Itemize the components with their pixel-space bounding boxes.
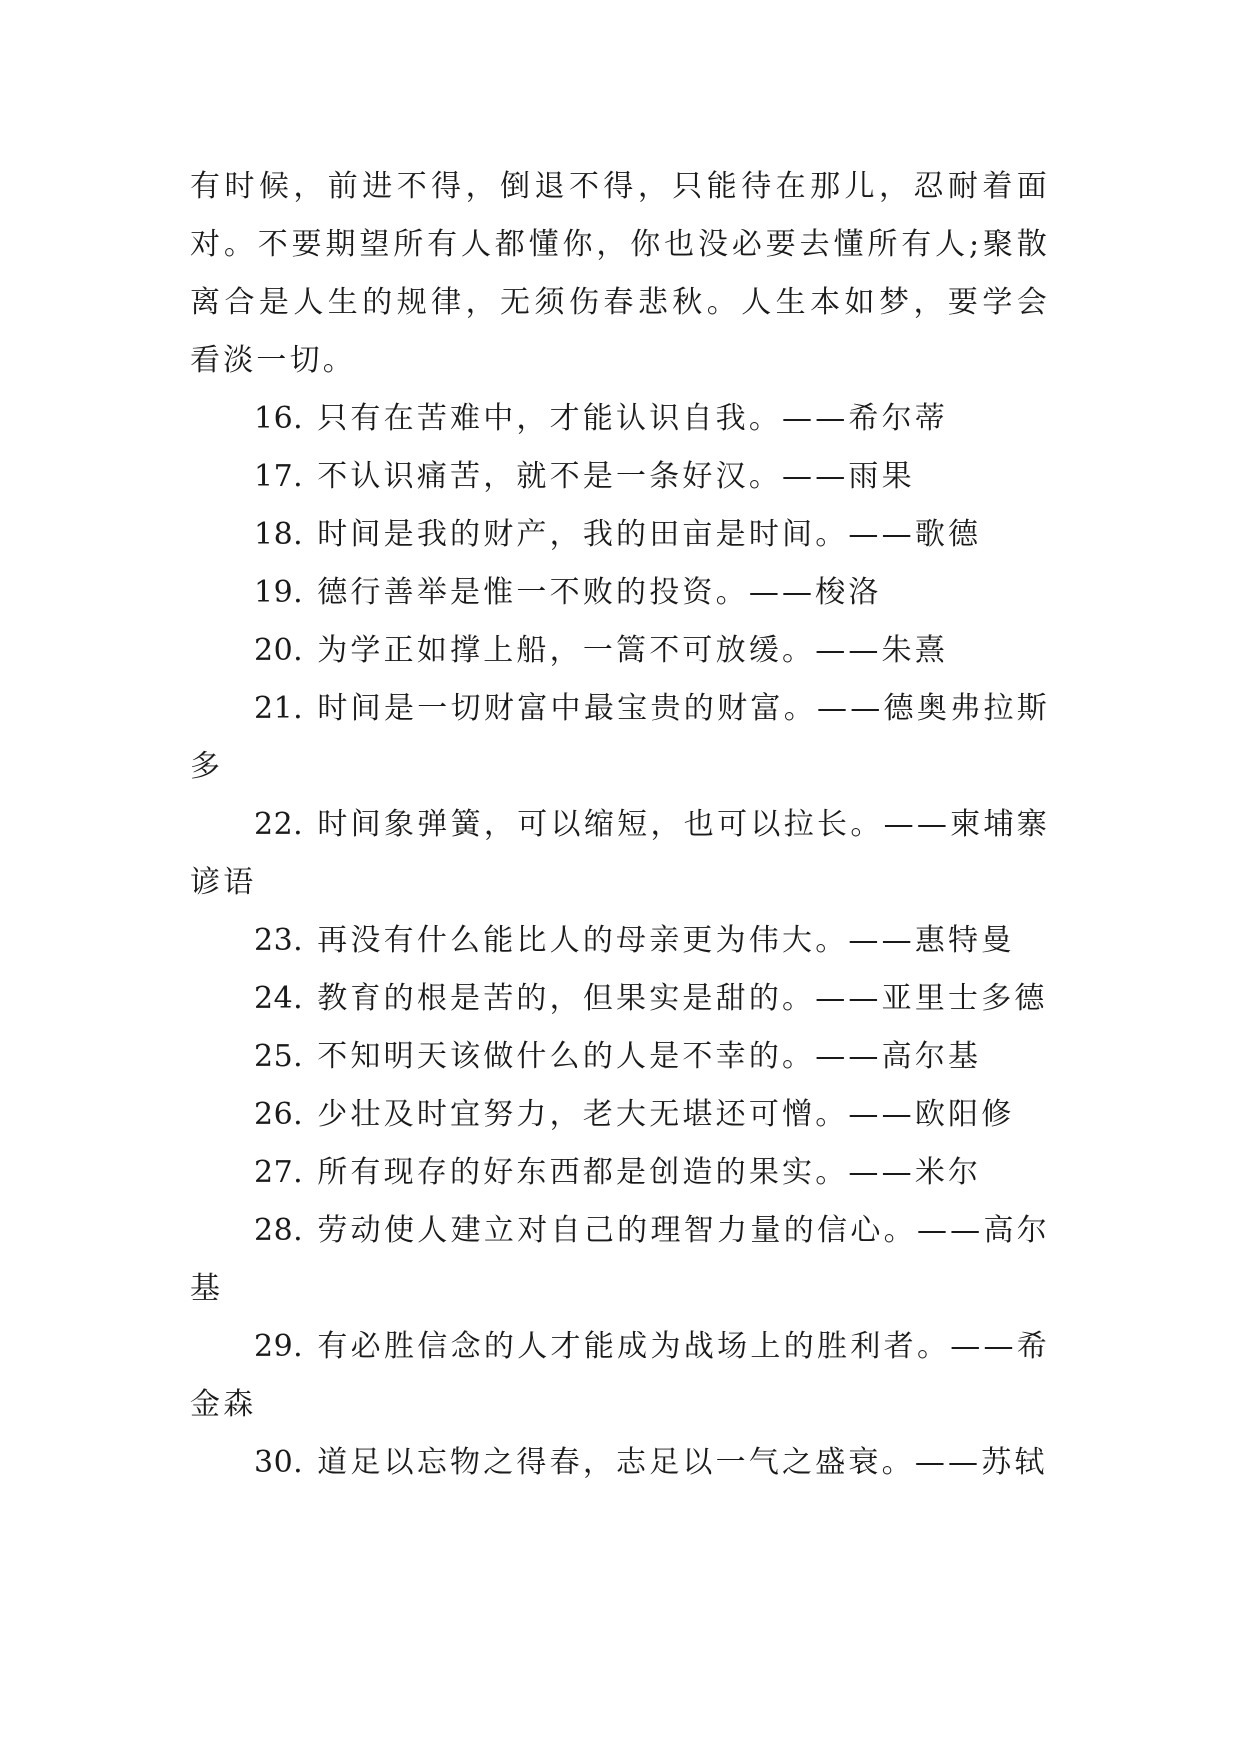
quote-item: [190, 506, 1050, 564]
quote-item: [190, 390, 1050, 448]
quote-text: 只有在苦难中，才能认识自我。——希尔蒂: [317, 401, 949, 436]
quote-number: 29.: [254, 1329, 304, 1364]
quote-text: 时间象弹簧，可以缩短，也可以拉长。——柬埔寨谚语: [190, 807, 1050, 900]
quote-number: 22.: [254, 807, 304, 842]
quote-number: 30.: [254, 1445, 304, 1480]
document-body: [190, 158, 1050, 1492]
quote-text: 教育的根是苦的，但果实是甜的。——亚里士多德: [317, 981, 1048, 1016]
quote-number: 23.: [254, 923, 304, 958]
quote-number: 16.: [254, 401, 304, 436]
quote-item: [190, 1202, 1050, 1318]
quote-text: 少壮及时宜努力，老大无堪还可憎。——欧阳修: [317, 1097, 1015, 1132]
quote-item: [190, 970, 1050, 1028]
quote-number: 27.: [254, 1155, 304, 1190]
quote-item: [190, 1028, 1050, 1086]
quote-item: [190, 622, 1050, 680]
quote-number: 18.: [254, 517, 304, 552]
quote-text: 时间是我的财产，我的田亩是时间。——歌德: [317, 517, 982, 552]
quote-number: 26.: [254, 1097, 304, 1132]
quote-item: [190, 564, 1050, 622]
quote-item: [190, 1318, 1050, 1434]
quote-number: 28.: [254, 1213, 304, 1248]
quote-item: [190, 1434, 1050, 1492]
quote-number: 24.: [254, 981, 304, 1016]
quote-text: 德行善举是惟一不败的投资。——梭洛: [317, 575, 882, 610]
quote-item: [190, 1144, 1050, 1202]
quote-item: [190, 912, 1050, 970]
quote-text: 所有现存的好东西都是创造的果实。——米尔: [317, 1155, 982, 1190]
quote-text: 再没有什么能比人的母亲更为伟大。——惠特曼: [317, 923, 1015, 958]
quote-text: 不知明天该做什么的人是不幸的。——高尔基: [317, 1039, 982, 1074]
quote-text: 时间是一切财富中最宝贵的财富。——德奥弗拉斯多: [190, 691, 1050, 784]
quote-text: 不认识痛苦，就不是一条好汉。——雨果: [317, 459, 915, 494]
quote-item: [190, 796, 1050, 912]
intro-paragraph: 有时候，前进不得，倒退不得，只能待在那儿，忍耐着面对。不要期望所有人都懂你，你也没必要去懂所有人;聚散离合是人生的规律，无须伤春悲秋。人生本如梦，要学会看淡一切。: [190, 169, 1050, 378]
quote-item: [190, 680, 1050, 796]
quote-text: 有必胜信念的人才能成为战场上的胜利者。——希金森: [190, 1329, 1050, 1422]
quote-number: 20.: [254, 633, 304, 668]
quote-text: 劳动使人建立对自己的理智力量的信心。——高尔基: [190, 1213, 1050, 1306]
quote-number: 21.: [254, 691, 304, 726]
quote-number: 17.: [254, 459, 304, 494]
quote-text: 道足以忘物之得春，志足以一气之盛衰。——苏轼: [317, 1445, 1048, 1480]
quote-item: [190, 1086, 1050, 1144]
quote-text: 为学正如撑上船，一篙不可放缓。——朱熹: [317, 633, 949, 668]
quote-item: [190, 448, 1050, 506]
quote-number: 25.: [254, 1039, 304, 1074]
quote-number: 19.: [254, 575, 304, 610]
